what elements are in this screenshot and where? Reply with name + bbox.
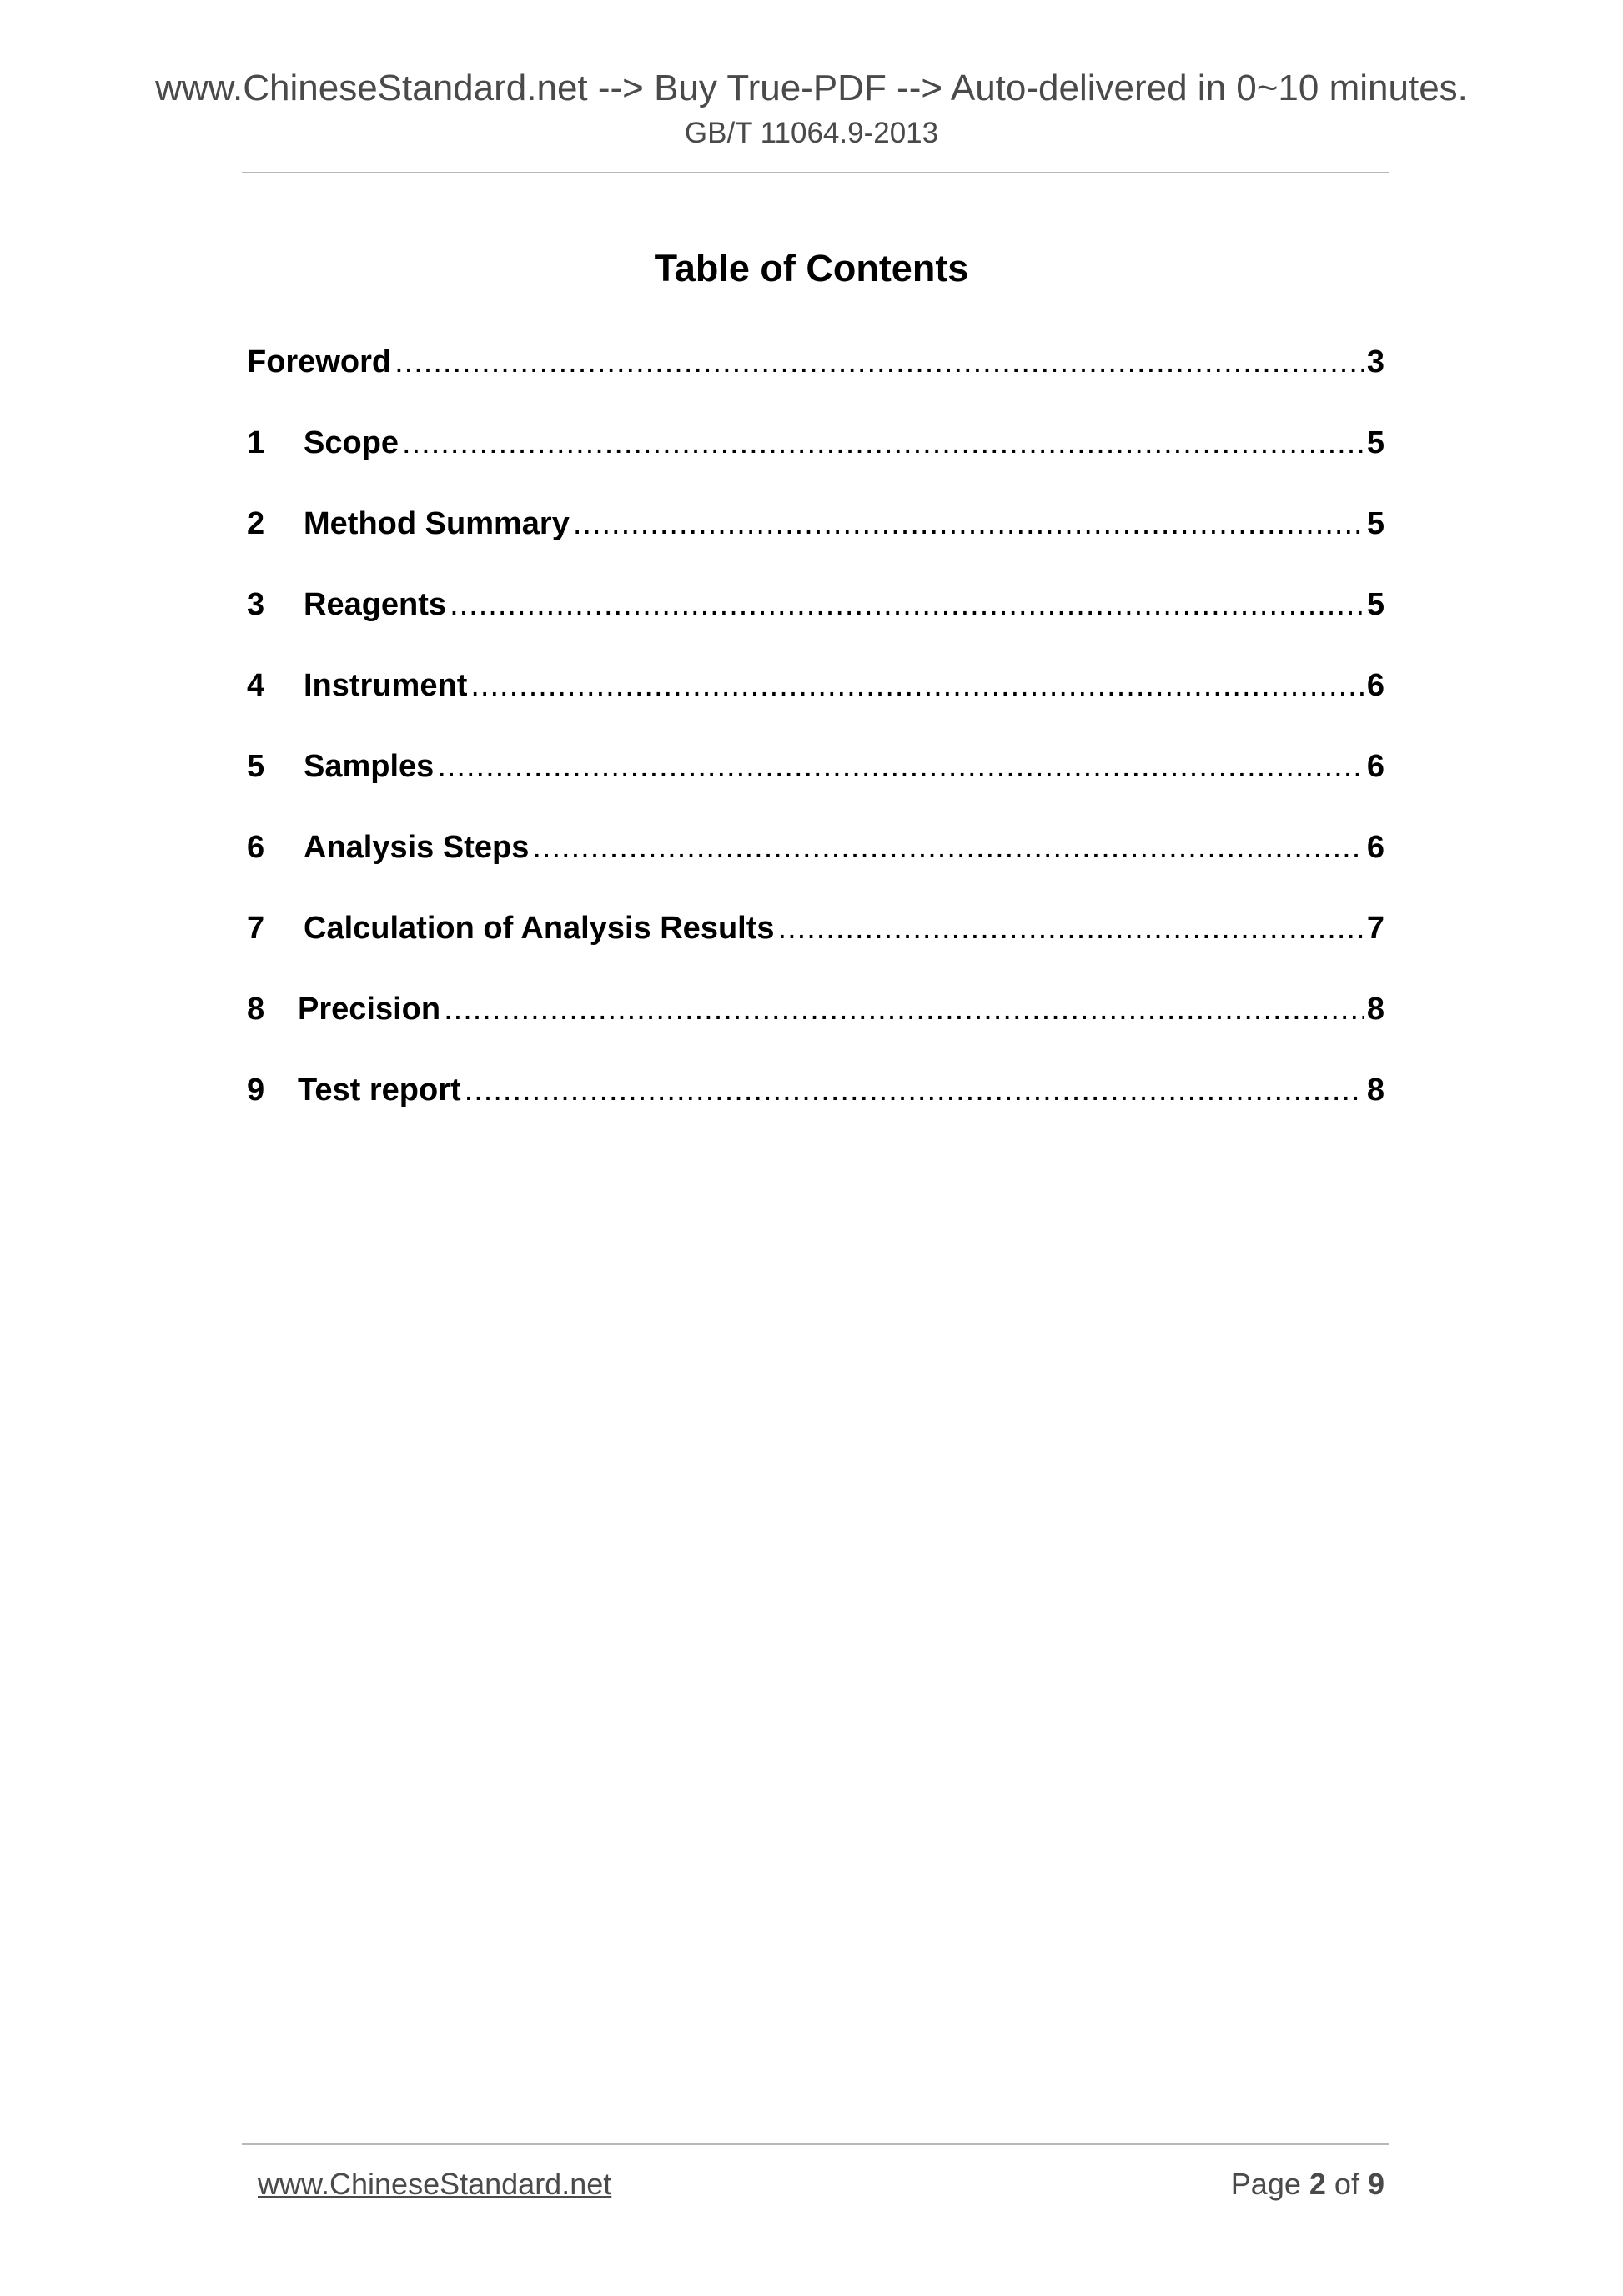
toc-entry-calculation[interactable] (247, 908, 1384, 989)
toc-entry-number: 8 (247, 992, 265, 1027)
toc-entry-number: 5 (247, 749, 265, 784)
toc-entry-test-report[interactable] (247, 1070, 1384, 1151)
toc-entry-analysis-steps[interactable] (247, 827, 1384, 908)
toc-leader-dots (470, 666, 1364, 706)
toc-title: Table of Contents (654, 247, 969, 289)
footer-website-link[interactable]: www.ChineseStandard.net (258, 2167, 612, 2201)
toc-leader-dots (437, 746, 1364, 786)
toc-leader-dots (394, 342, 1364, 382)
toc-entry-page: 5 (1366, 425, 1384, 460)
header-divider (242, 172, 1389, 173)
toc-entry-label: Instrument (304, 668, 468, 703)
toc-entry-label: Calculation of Analysis Results (304, 911, 775, 946)
page-current: 2 (1309, 2167, 1326, 2201)
toc-entry-label: Test report (298, 1073, 461, 1108)
toc-leader-dots (465, 1070, 1364, 1110)
standard-code: GB/T 11064.9-2013 (684, 117, 939, 149)
toc-entry-number: 4 (247, 668, 265, 703)
toc-entry-label: Foreword (247, 344, 392, 379)
toc-leader-dots (778, 908, 1364, 948)
toc-entry-number: 9 (247, 1073, 265, 1108)
toc-entry-number: 6 (247, 830, 265, 865)
toc-entry-page: 6 (1366, 668, 1384, 703)
toc-entry-scope[interactable] (247, 423, 1384, 504)
toc-entry-samples[interactable] (247, 746, 1384, 827)
toc-entry-page: 8 (1366, 1073, 1384, 1108)
page-of-word: of (1334, 2167, 1359, 2201)
toc-leader-dots (532, 827, 1364, 867)
toc-entry-page: 5 (1366, 506, 1384, 541)
footer-divider (242, 2143, 1389, 2145)
toc-leader-dots (450, 585, 1364, 625)
page-word: Page (1230, 2167, 1301, 2201)
toc-leader-dots (573, 504, 1364, 544)
toc-entry-number: 3 (247, 587, 265, 622)
toc-entry-method-summary[interactable] (247, 504, 1384, 585)
toc-entry-number: 7 (247, 911, 265, 946)
toc-entry-precision[interactable] (247, 989, 1384, 1070)
toc-entry-label: Precision (298, 992, 441, 1027)
page-indicator (1231, 2165, 1384, 2203)
toc-entry-foreword[interactable] (247, 342, 1384, 423)
toc-entry-page: 3 (1366, 344, 1384, 379)
header-banner: www.ChineseStandard.net --> Buy True-PDF --> Auto-delivered in 0~10 minutes. (155, 68, 1468, 108)
toc-entry-label: Method Summary (304, 506, 570, 541)
toc-leader-dots (444, 989, 1364, 1029)
toc-entry-label: Samples (304, 749, 435, 784)
toc-entry-number: 1 (247, 425, 265, 460)
toc-entry-label: Analysis Steps (304, 830, 530, 865)
toc-entry-page: 5 (1366, 587, 1384, 622)
toc-leader-dots (402, 423, 1364, 463)
toc-entry-reagents[interactable] (247, 585, 1384, 666)
table-of-contents (247, 342, 1384, 1151)
toc-entry-label: Scope (304, 425, 399, 460)
toc-entry-page: 6 (1366, 830, 1384, 865)
toc-entry-page: 8 (1366, 992, 1384, 1027)
toc-entry-label: Reagents (304, 587, 447, 622)
toc-entry-page: 6 (1366, 749, 1384, 784)
toc-entry-page: 7 (1366, 911, 1384, 946)
page-total: 9 (1367, 2167, 1384, 2201)
toc-entry-number: 2 (247, 506, 265, 541)
toc-entry-instrument[interactable] (247, 666, 1384, 746)
